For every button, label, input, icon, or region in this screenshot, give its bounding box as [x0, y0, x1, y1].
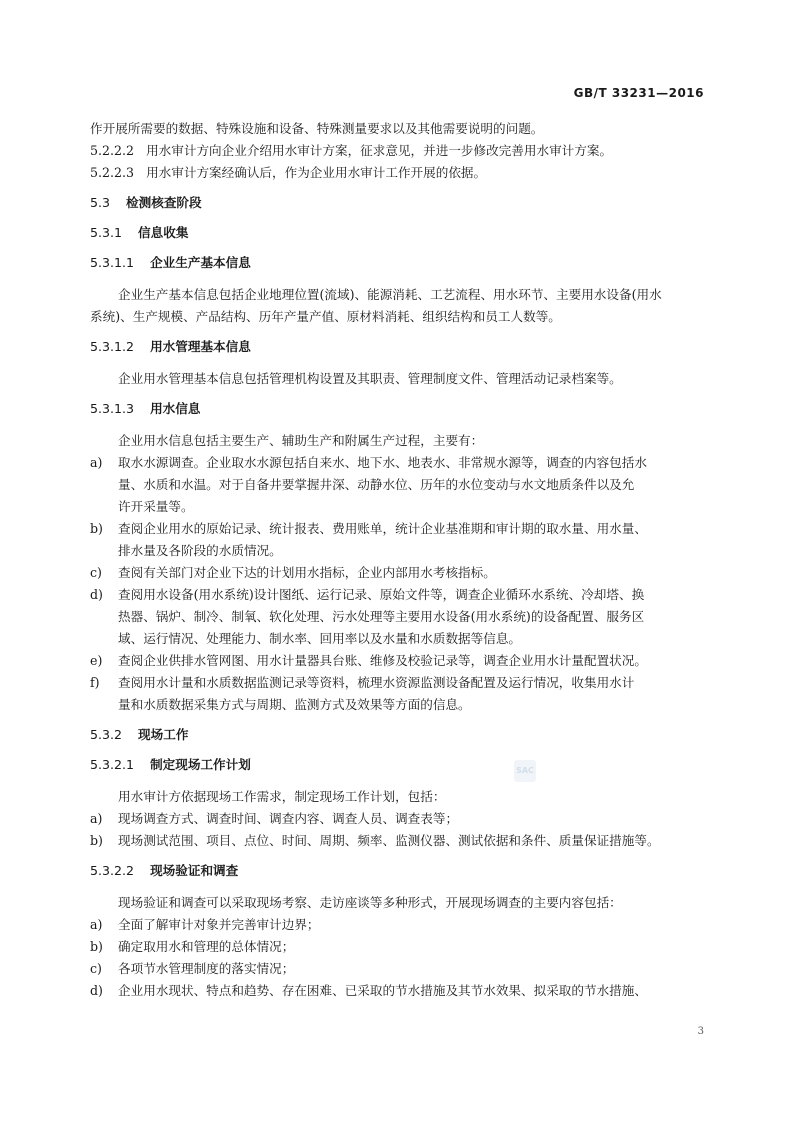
section-heading-5-3: 5.3 检测核查阶段	[90, 195, 202, 210]
page-number: 3	[697, 1026, 704, 1037]
paragraph-verify-intro: 现场验证和调查可以采取现场考察、走访座谈等多种形式，开展现场调查的主要内容包括：	[118, 895, 622, 910]
list-item: d) 查阅用水设备(用水系统)设计图纸、运行记录、原始文件等，调查企业循环水系统、冷却塔、换 热器、锅炉、制冷、制氧、软化处理、污水处理等主要用水设备(用水系统)的设备配置、服务区 域、运行情况、处理能力、制水率、回用率以及水量和水质数据等信息。	[90, 587, 645, 646]
list-item: b) 查阅企业用水的原始记录、统计报表、费用账单，统计企业基准期和审计期的取水量、用水量、 排水量及各阶段的水质情况。	[90, 521, 647, 558]
list-item: b) 确定取用水和管理的总体情况；	[90, 939, 295, 954]
list-item: e) 查阅企业供排水管网图、用水计量器具台账、维修及校验记录等，调查企业用水计量配置状况。	[90, 653, 647, 668]
continued-paragraph: 作开展所需要的数据、特殊设施和设备、特殊测量要求以及其他需要说明的问题。	[90, 121, 544, 136]
list-item: a) 现场调查方式、调查时间、调查内容、调查人员、调查表等；	[90, 811, 459, 826]
verify-list	[90, 914, 704, 1002]
paragraph-water-info-intro: 企业用水信息包括主要生产、辅助生产和附属生产过程，主要有：	[118, 433, 484, 448]
paragraph-basic-info-line1: 企业生产基本信息包括企业地理位置(流域)、能源消耗、工艺流程、用水环节、主要用水设备(用水	[118, 287, 662, 302]
paragraph-basic-info-line2: 系统)、生产规模、产品结构、历年产量产值、原材料消耗、组织结构和员工人数等。	[90, 309, 561, 324]
plan-list	[90, 808, 704, 852]
section-heading-5-3-1-3: 5.3.1.3 用水信息	[90, 401, 201, 416]
clause-5-2-2-3: 5.2.2.3 用水审计方案经确认后，作为企业用水审计工作开展的依据。	[90, 165, 487, 180]
clause-5-2-2-2: 5.2.2.2 用水审计方向企业介绍用水审计方案，征求意见，并进一步修改完善用水审计方案。	[90, 143, 613, 158]
section-heading-5-3-1-2: 5.3.1.2 用水管理基本信息	[90, 339, 251, 354]
section-heading-5-3-1-1: 5.3.1.1 企业生产基本信息	[90, 255, 251, 270]
standard-code: GB/T 33231—2016	[573, 86, 704, 100]
water-info-list	[90, 452, 704, 716]
page-content	[90, 118, 704, 1002]
list-item: c) 各项节水管理制度的落实情况；	[90, 961, 295, 976]
section-heading-5-3-1: 5.3.1 信息收集	[90, 225, 189, 240]
list-item: f) 查阅用水计量和水质数据监测记录等资料，梳理水资源监测设备配置及运行情况，收集用水计 量和水质数据采集方式与周期、监测方式及效果等方面的信息。	[90, 675, 635, 712]
section-heading-5-3-2-1: 5.3.2.1 制定现场工作计划	[90, 757, 251, 772]
list-item: c) 查阅有关部门对企业下达的计划用水指标，企业内部用水考核指标。	[90, 565, 496, 580]
paragraph-management-info: 企业用水管理基本信息包括管理机构设置及其职责、管理制度文件、管理活动记录档案等。	[118, 371, 622, 386]
watermark-logo-icon: SAC	[514, 760, 536, 782]
section-heading-5-3-2-2: 5.3.2.2 现场验证和调查	[90, 863, 239, 878]
list-item: a) 取水水源调查。企业取水水源包括自来水、地下水、地表水、非常规水源等，调查的内容包括水 量、水质和水温。对于自备井要掌握井深、动静水位、历年的水位变动与水文地质条件以及允 许开采量等。	[90, 455, 647, 514]
list-item: d) 企业用水现状、特点和趋势、存在困难、已采取的节水措施及其节水效果、拟采取的节水措施、	[90, 983, 647, 998]
paragraph-plan-intro: 用水审计方依据现场工作需求，制定现场工作计划，包括：	[118, 789, 446, 804]
list-item: a) 全面了解审计对象并完善审计边界；	[90, 917, 320, 932]
section-heading-5-3-2: 5.3.2 现场工作	[90, 727, 189, 742]
list-item: b) 现场测试范围、项目、点位、时间、周期、频率、监测仪器、测试依据和条件、质量保证措施等。	[90, 833, 660, 848]
